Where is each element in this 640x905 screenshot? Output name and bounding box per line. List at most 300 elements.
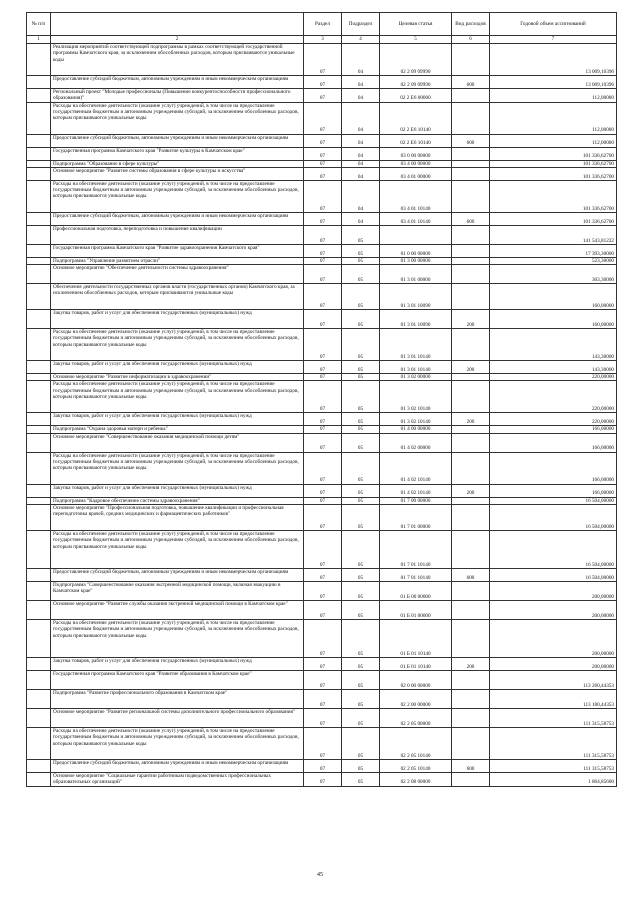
row-number-cell — [27, 265, 51, 284]
col-number-2: 2 — [51, 36, 304, 44]
row-podrazdel-cell: 05 — [342, 452, 380, 484]
row-razdel-cell: 07 — [304, 329, 342, 361]
row-expense-type-cell — [452, 102, 490, 134]
row-expense-type-cell — [452, 225, 490, 244]
row-target-article-cell: 01 Б 01 00000 — [380, 601, 452, 620]
row-amount-cell: 16 504,00000 — [490, 531, 617, 569]
row-name-cell: Расходы на обеспечение деятельности (оказание услуг) учреждений, в том числе на предоставление государственным бюджетным и автономным учреждениям субсидий, за исключением обособленных расходов, которым присваиваются уникальные коды — [51, 180, 304, 212]
row-expense-type-cell — [452, 620, 490, 658]
row-podrazdel-cell: 05 — [342, 658, 380, 671]
row-razdel-cell: 07 — [304, 76, 342, 89]
row-podrazdel-cell: 04 — [342, 76, 380, 89]
row-name-cell: Региональный проект "Молодые профессионалы (Повышение конкурентоспособности профессионального образования)" — [51, 89, 304, 103]
row-name-cell: Предоставление субсидий бюджетным, автономным учреждениям и иным некоммерческим организациям — [51, 760, 304, 773]
row-razdel-cell: 07 — [304, 582, 342, 601]
row-number-cell — [27, 709, 51, 728]
row-name-cell: Предоставление субсидий бюджетным, автономным учреждениям и иным некоммерческим организациям — [51, 134, 304, 147]
row-number-cell — [27, 212, 51, 225]
row-number-cell — [27, 497, 51, 504]
row-podrazdel-cell: 05 — [342, 569, 380, 582]
row-name-cell: Основное мероприятие "Развитие службы оказания экстренной медицинской помощи в Камчатском крае" — [51, 601, 304, 620]
row-expense-type-cell — [452, 284, 490, 310]
row-podrazdel-cell: 05 — [342, 426, 380, 433]
table-row — [27, 381, 617, 413]
row-expense-type-cell — [452, 244, 490, 257]
row-name-cell: Основное мероприятие "Развитие системы образования в сфере культуры и искусства" — [51, 167, 304, 180]
row-target-article-cell: 01 3 02 00000 — [380, 374, 452, 381]
row-number-cell — [27, 760, 51, 773]
row-podrazdel-cell: 05 — [342, 329, 380, 361]
row-name-cell: Основное мероприятие "Обеспечение деятельности системы здравоохранения" — [51, 265, 304, 284]
row-name-cell: Предоставление субсидий бюджетным, автономным учреждениям и иным некоммерческим организациям — [51, 212, 304, 225]
row-target-article-cell: 02 0 00 00000 — [380, 671, 452, 690]
row-podrazdel-cell: 05 — [342, 413, 380, 426]
table-row — [27, 658, 617, 671]
row-razdel-cell: 07 — [304, 147, 342, 160]
table-row — [27, 452, 617, 484]
row-name-cell: Основное мероприятие "Социальные гарантии работникам подведомственных профессиональных образовательных организаций" — [51, 773, 304, 787]
row-number-cell — [27, 147, 51, 160]
row-target-article-cell: 03 4 01 10140 — [380, 212, 452, 225]
row-target-article-cell: 03 4 01 10140 — [380, 180, 452, 212]
row-razdel-cell: 07 — [304, 531, 342, 569]
row-number-cell — [27, 728, 51, 760]
row-expense-type-cell — [452, 44, 490, 76]
document-page — [26, 12, 616, 787]
row-amount-cell: 523,30000 — [490, 257, 617, 264]
row-razdel-cell: 07 — [304, 690, 342, 709]
row-target-article-cell: 01 7 00 00000 — [380, 497, 452, 504]
row-target-article-cell: 01 4 02 10140 — [380, 452, 452, 484]
table-row — [27, 361, 617, 374]
row-expense-type-cell — [452, 709, 490, 728]
table-row — [27, 426, 617, 433]
row-amount-cell: 101 336,62700 — [490, 160, 617, 167]
table-header-row — [27, 13, 617, 36]
row-amount-cell: 16 504,00000 — [490, 569, 617, 582]
table-row — [27, 212, 617, 225]
table-row — [27, 413, 617, 426]
row-expense-type-cell — [452, 531, 490, 569]
row-target-article-cell: 01 3 01 10090 — [380, 310, 452, 329]
row-podrazdel-cell: 04 — [342, 44, 380, 76]
row-number-cell — [27, 569, 51, 582]
row-target-article-cell: 01 3 02 10140 — [380, 381, 452, 413]
table-row — [27, 329, 617, 361]
row-razdel-cell: 07 — [304, 102, 342, 134]
row-amount-cell: 16 504,00000 — [490, 497, 617, 504]
row-podrazdel-cell: 05 — [342, 497, 380, 504]
row-number-cell — [27, 690, 51, 709]
col-number-4: 4 — [342, 36, 380, 44]
row-amount-cell: 200,00000 — [490, 620, 617, 658]
row-number-cell — [27, 773, 51, 787]
row-podrazdel-cell: 05 — [342, 310, 380, 329]
row-name-cell: Закупка товаров, работ и услуг для обеспечения государственных (муниципальных) нужд — [51, 658, 304, 671]
row-number-cell — [27, 134, 51, 147]
row-amount-cell: 166,00000 — [490, 452, 617, 484]
row-expense-type-cell — [452, 265, 490, 284]
row-number-cell — [27, 505, 51, 531]
table-row — [27, 76, 617, 89]
row-number-cell — [27, 484, 51, 497]
row-number-cell — [27, 244, 51, 257]
row-razdel-cell: 07 — [304, 601, 342, 620]
row-expense-type-cell — [452, 329, 490, 361]
table-row — [27, 497, 617, 504]
row-expense-type-cell — [452, 671, 490, 690]
header-name — [51, 13, 304, 36]
row-expense-type-cell — [452, 89, 490, 103]
row-podrazdel-cell: 04 — [342, 212, 380, 225]
row-podrazdel-cell: 05 — [342, 484, 380, 497]
row-amount-cell: 13 009,10396 — [490, 44, 617, 76]
row-name-cell: Расходы на обеспечение деятельности (оказание услуг) учреждений, в том числе на предоставление государственным бюджетным и автономным учреждениям субсидий, за исключением обособленных расходов, которым присваиваются уникальные коды — [51, 620, 304, 658]
row-number-cell — [27, 452, 51, 484]
table-row — [27, 484, 617, 497]
row-razdel-cell: 07 — [304, 760, 342, 773]
row-podrazdel-cell: 05 — [342, 620, 380, 658]
row-amount-cell: 220,00000 — [490, 374, 617, 381]
row-amount-cell: 220,00000 — [490, 381, 617, 413]
row-podrazdel-cell: 04 — [342, 89, 380, 103]
row-target-article-cell: 01 3 01 10090 — [380, 284, 452, 310]
header-razdel: Раздел — [304, 13, 342, 36]
row-name-cell: Государственная программа Камчатского края "Развитие здравоохранения Камчатского края" — [51, 244, 304, 257]
row-name-cell: Основное мероприятие "Профессиональная подготовка, повышение квалификации и профессиональная переподготовка врачей, средних медицинских и фармацевтических работников" — [51, 505, 304, 531]
header-number: № п/п — [27, 13, 51, 36]
row-podrazdel-cell: 05 — [342, 374, 380, 381]
row-amount-cell: 101 336,62700 — [490, 212, 617, 225]
row-razdel-cell: 07 — [304, 709, 342, 728]
row-amount-cell: 113 260,44353 — [490, 671, 617, 690]
row-number-cell — [27, 160, 51, 167]
row-target-article-cell: 01 Б 00 00000 — [380, 582, 452, 601]
row-razdel-cell: 07 — [304, 225, 342, 244]
row-target-article-cell: 01 4 02 10140 — [380, 484, 452, 497]
row-expense-type-cell — [452, 452, 490, 484]
row-target-article-cell: 02 2 08 00000 — [380, 773, 452, 787]
row-amount-cell: 160,00000 — [490, 284, 617, 310]
row-number-cell — [27, 413, 51, 426]
row-expense-type-cell — [452, 582, 490, 601]
row-expense-type-cell — [452, 167, 490, 180]
row-number-cell — [27, 381, 51, 413]
row-number-cell — [27, 284, 51, 310]
row-razdel-cell: 07 — [304, 433, 342, 452]
row-razdel-cell: 07 — [304, 167, 342, 180]
row-podrazdel-cell: 05 — [342, 773, 380, 787]
row-number-cell — [27, 167, 51, 180]
row-podrazdel-cell: 05 — [342, 728, 380, 760]
row-target-article-cell: 02 2 00 00000 — [380, 690, 452, 709]
row-name-cell: Основное мероприятие "Развитие региональной системы дополнительного профессионального образования" — [51, 709, 304, 728]
row-name-cell: Предоставление субсидий бюджетным, автономным учреждениям и иным некоммерческим организациям — [51, 76, 304, 89]
row-name-cell: Закупка товаров, работ и услуг для обеспечения государственных (муниципальных) нужд — [51, 361, 304, 374]
row-name-cell: Расходы на обеспечение деятельности (оказание услуг) учреждений, в том числе на предоставление государственным бюджетным и автономным учреждениям субсидий, за исключением обособленных расходов, которым присваиваются уникальные коды — [51, 452, 304, 484]
table-row — [27, 374, 617, 381]
row-number-cell — [27, 225, 51, 244]
row-razdel-cell: 07 — [304, 497, 342, 504]
row-expense-type-cell: 600 — [452, 760, 490, 773]
row-target-article-cell: 02 2 09 09990 — [380, 44, 452, 76]
row-target-article-cell: 02 2 05 10140 — [380, 760, 452, 773]
row-target-article-cell: 02 2 05 00000 — [380, 709, 452, 728]
row-number-cell — [27, 620, 51, 658]
row-razdel-cell: 07 — [304, 381, 342, 413]
row-target-article-cell: 02 2 09 09990 — [380, 76, 452, 89]
row-amount-cell: 1 864,85600 — [490, 773, 617, 787]
row-name-cell: Закупка товаров, работ и услуг для обеспечения государственных (муниципальных) нужд — [51, 413, 304, 426]
row-expense-type-cell — [452, 433, 490, 452]
row-razdel-cell: 07 — [304, 773, 342, 787]
table-row — [27, 160, 617, 167]
row-expense-type-cell — [452, 773, 490, 787]
row-razdel-cell: 07 — [304, 569, 342, 582]
header-target-article: Целевая статья — [380, 13, 452, 36]
row-amount-cell: 113 180,44353 — [490, 690, 617, 709]
row-target-article-cell: 02 2 Е6 10140 — [380, 102, 452, 134]
row-target-article-cell: 01 3 01 10140 — [380, 329, 452, 361]
row-razdel-cell: 07 — [304, 413, 342, 426]
row-name-cell: Расходы на обеспечение деятельности (оказание услуг) учреждений, в том числе на предоставление государственным бюджетным и автономным учреждениям субсидий, за исключением обособленных расходов, которым присваиваются уникальные коды — [51, 381, 304, 413]
table-row — [27, 620, 617, 658]
row-number-cell — [27, 582, 51, 601]
row-expense-type-cell: 200 — [452, 361, 490, 374]
row-name-cell: Подпрограмма "Развитие профессионального образования в Камчатском крае" — [51, 690, 304, 709]
row-amount-cell: 111 315,58753 — [490, 760, 617, 773]
row-number-cell — [27, 180, 51, 212]
row-podrazdel-cell: 05 — [342, 244, 380, 257]
row-target-article-cell: 01 3 01 10140 — [380, 361, 452, 374]
table-row — [27, 244, 617, 257]
table-row — [27, 773, 617, 787]
column-number-row — [27, 36, 617, 44]
row-target-article-cell: 02 2 Е6 10140 — [380, 134, 452, 147]
row-name-cell: Подпрограмма "Кадровое обеспечение системы здравоохранения" — [51, 497, 304, 504]
row-expense-type-cell: 600 — [452, 569, 490, 582]
row-razdel-cell: 07 — [304, 620, 342, 658]
page-number: 45 — [317, 872, 323, 878]
row-podrazdel-cell: 05 — [342, 601, 380, 620]
row-podrazdel-cell: 05 — [342, 531, 380, 569]
row-expense-type-cell — [452, 160, 490, 167]
table-row — [27, 44, 617, 76]
row-target-article-cell: 01 7 01 10140 — [380, 531, 452, 569]
row-amount-cell: 112,00000 — [490, 89, 617, 103]
table-row — [27, 147, 617, 160]
table-row — [27, 167, 617, 180]
row-amount-cell: 166,00000 — [490, 426, 617, 433]
row-razdel-cell: 07 — [304, 244, 342, 257]
row-amount-cell: 166,00000 — [490, 484, 617, 497]
row-number-cell — [27, 76, 51, 89]
table-row — [27, 89, 617, 103]
row-target-article-cell: 03 4 00 00000 — [380, 160, 452, 167]
row-name-cell: Государственная программа Камчатского края "Развитие культуры в Камчатском крае" — [51, 147, 304, 160]
col-number-5: 5 — [380, 36, 452, 44]
row-number-cell — [27, 426, 51, 433]
table-row — [27, 582, 617, 601]
row-number-cell — [27, 601, 51, 620]
row-expense-type-cell — [452, 728, 490, 760]
row-podrazdel-cell: 05 — [342, 760, 380, 773]
row-expense-type-cell — [452, 505, 490, 531]
row-expense-type-cell — [452, 180, 490, 212]
row-amount-cell: 17 393,30000 — [490, 244, 617, 257]
row-target-article-cell: 01 4 00 00000 — [380, 426, 452, 433]
row-amount-cell: 200,00000 — [490, 582, 617, 601]
col-number-1: 1 — [27, 36, 51, 44]
row-target-article-cell: 02 2 Е6 00000 — [380, 89, 452, 103]
row-name-cell: Предоставление субсидий бюджетным, автономным учреждениям и иным некоммерческим организациям — [51, 569, 304, 582]
row-name-cell: Подпрограмма "Совершенствование оказания экстренной медицинской помощи, включая эвакуацию в Камчатском крае" — [51, 582, 304, 601]
row-number-cell — [27, 658, 51, 671]
row-razdel-cell: 07 — [304, 160, 342, 167]
row-amount-cell: 220,00000 — [490, 413, 617, 426]
row-podrazdel-cell: 05 — [342, 284, 380, 310]
row-amount-cell: 143,30000 — [490, 329, 617, 361]
row-name-cell: Реализация мероприятий соответствующей подпрограммы в рамках соответствующей государственной программы Камчатского края, за исключением обособленных расходов, которым присваиваются уникальные коды — [51, 44, 304, 76]
row-razdel-cell: 07 — [304, 671, 342, 690]
table-row — [27, 225, 617, 244]
row-podrazdel-cell: 05 — [342, 381, 380, 413]
table-row — [27, 531, 617, 569]
row-amount-cell: 112,00000 — [490, 134, 617, 147]
row-expense-type-cell — [452, 426, 490, 433]
row-razdel-cell: 07 — [304, 212, 342, 225]
row-number-cell — [27, 310, 51, 329]
row-expense-type-cell: 200 — [452, 310, 490, 329]
row-number-cell — [27, 257, 51, 264]
row-amount-cell: 101 336,62700 — [490, 147, 617, 160]
row-expense-type-cell — [452, 601, 490, 620]
row-expense-type-cell: 200 — [452, 484, 490, 497]
table-row — [27, 709, 617, 728]
row-amount-cell: 112,00000 — [490, 102, 617, 134]
row-podrazdel-cell: 05 — [342, 505, 380, 531]
col-number-7: 7 — [490, 36, 617, 44]
row-name-cell: Основное мероприятие "Развитие информатизации в здравоохранении" — [51, 374, 304, 381]
row-amount-cell: 101 336,62700 — [490, 180, 617, 212]
row-number-cell — [27, 44, 51, 76]
row-name-cell: Закупка товаров, работ и услуг для обеспечения государственных (муниципальных) нужд — [51, 310, 304, 329]
row-podrazdel-cell: 05 — [342, 582, 380, 601]
row-expense-type-cell — [452, 257, 490, 264]
row-name-cell: Обеспечение деятельности государственных органов власти (государственных органов) Камчатского края, за исключением обособленных расходов, которым присваиваются уникальные коды — [51, 284, 304, 310]
row-name-cell: Расходы на обеспечение деятельности (оказание услуг) учреждений, в том числе на предоставление государственным бюджетным и автономным учреждениям субсидий, за исключением обособленных расходов, которым присваиваются уникальные коды — [51, 531, 304, 569]
row-razdel-cell: 07 — [304, 426, 342, 433]
row-podrazdel-cell: 04 — [342, 147, 380, 160]
col-number-6: 6 — [452, 36, 490, 44]
header-expense-type: Вид расходов — [452, 13, 490, 36]
row-number-cell — [27, 329, 51, 361]
row-number-cell — [27, 361, 51, 374]
row-razdel-cell: 07 — [304, 310, 342, 329]
row-amount-cell: 111 315,58753 — [490, 709, 617, 728]
row-target-article-cell: 01 3 02 10140 — [380, 413, 452, 426]
row-razdel-cell: 07 — [304, 265, 342, 284]
row-target-article-cell: 03 0 00 00000 — [380, 147, 452, 160]
row-target-article-cell: 01 Б 01 10140 — [380, 658, 452, 671]
row-number-cell — [27, 531, 51, 569]
row-expense-type-cell: 200 — [452, 658, 490, 671]
row-podrazdel-cell: 05 — [342, 709, 380, 728]
table-row — [27, 690, 617, 709]
row-target-article-cell: 01 0 00 00000 — [380, 244, 452, 257]
row-podrazdel-cell: 05 — [342, 257, 380, 264]
row-razdel-cell: 07 — [304, 257, 342, 264]
row-podrazdel-cell: 04 — [342, 102, 380, 134]
row-target-article-cell: 01 Б 01 10140 — [380, 620, 452, 658]
row-amount-cell: 13 009,10396 — [490, 76, 617, 89]
table-row — [27, 134, 617, 147]
row-razdel-cell: 07 — [304, 452, 342, 484]
row-name-cell: Государственная программа Камчатского края "Развитие образования в Камчатском крае" — [51, 671, 304, 690]
table-row — [27, 569, 617, 582]
row-razdel-cell: 07 — [304, 134, 342, 147]
row-target-article-cell: 01 7 01 00000 — [380, 505, 452, 531]
row-target-article-cell: 01 3 01 00000 — [380, 265, 452, 284]
table-row — [27, 728, 617, 760]
row-name-cell: Закупка товаров, работ и услуг для обеспечения государственных (муниципальных) нужд — [51, 484, 304, 497]
table-row — [27, 102, 617, 134]
row-number-cell — [27, 433, 51, 452]
row-razdel-cell: 07 — [304, 374, 342, 381]
row-razdel-cell: 07 — [304, 44, 342, 76]
row-podrazdel-cell: 05 — [342, 433, 380, 452]
row-razdel-cell: 07 — [304, 284, 342, 310]
row-name-cell: Подпрограмма "Охрана здоровья матери и ребенка" — [51, 426, 304, 433]
row-podrazdel-cell: 04 — [342, 180, 380, 212]
table-row — [27, 180, 617, 212]
row-razdel-cell: 07 — [304, 728, 342, 760]
table-row — [27, 671, 617, 690]
row-expense-type-cell: 600 — [452, 134, 490, 147]
row-expense-type-cell — [452, 374, 490, 381]
row-amount-cell: 101 336,62700 — [490, 167, 617, 180]
row-name-cell: Профессиональная подготовка, переподготовка и повышение квалификации — [51, 225, 304, 244]
table-row — [27, 760, 617, 773]
row-number-cell — [27, 671, 51, 690]
row-name-cell: Расходы на обеспечение деятельности (оказание услуг) учреждений, в том числе на предоставление государственным бюджетным и автономным учреждениям субсидий, за исключением обособленных расходов, которым присваиваются уникальные коды — [51, 102, 304, 134]
row-razdel-cell: 07 — [304, 180, 342, 212]
row-expense-type-cell — [452, 381, 490, 413]
row-razdel-cell: 07 — [304, 505, 342, 531]
row-name-cell: Подпрограмма "Образование в сфере культуры" — [51, 160, 304, 167]
row-expense-type-cell: 600 — [452, 212, 490, 225]
row-expense-type-cell: 200 — [452, 413, 490, 426]
row-amount-cell: 303,30000 — [490, 265, 617, 284]
row-amount-cell: 166,00000 — [490, 433, 617, 452]
row-expense-type-cell: 600 — [452, 76, 490, 89]
row-name-cell: Расходы на обеспечение деятельности (оказание услуг) учреждений, в том числе на предоставление государственным бюджетным и автономным учреждениям субсидий, за исключением обособленных расходов, которым присваиваются уникальные коды — [51, 329, 304, 361]
row-number-cell — [27, 374, 51, 381]
row-expense-type-cell — [452, 497, 490, 504]
row-podrazdel-cell: 05 — [342, 265, 380, 284]
row-podrazdel-cell: 05 — [342, 361, 380, 374]
row-expense-type-cell — [452, 147, 490, 160]
row-razdel-cell: 07 — [304, 658, 342, 671]
row-amount-cell: 16 504,00000 — [490, 505, 617, 531]
row-amount-cell: 141 543,81222 — [490, 225, 617, 244]
row-razdel-cell: 07 — [304, 484, 342, 497]
row-podrazdel-cell: 05 — [342, 671, 380, 690]
col-number-3: 3 — [304, 36, 342, 44]
header-annual-amount: Годовой объем ассигнований — [490, 13, 617, 36]
table-row — [27, 265, 617, 284]
row-amount-cell: 111 315,58753 — [490, 728, 617, 760]
